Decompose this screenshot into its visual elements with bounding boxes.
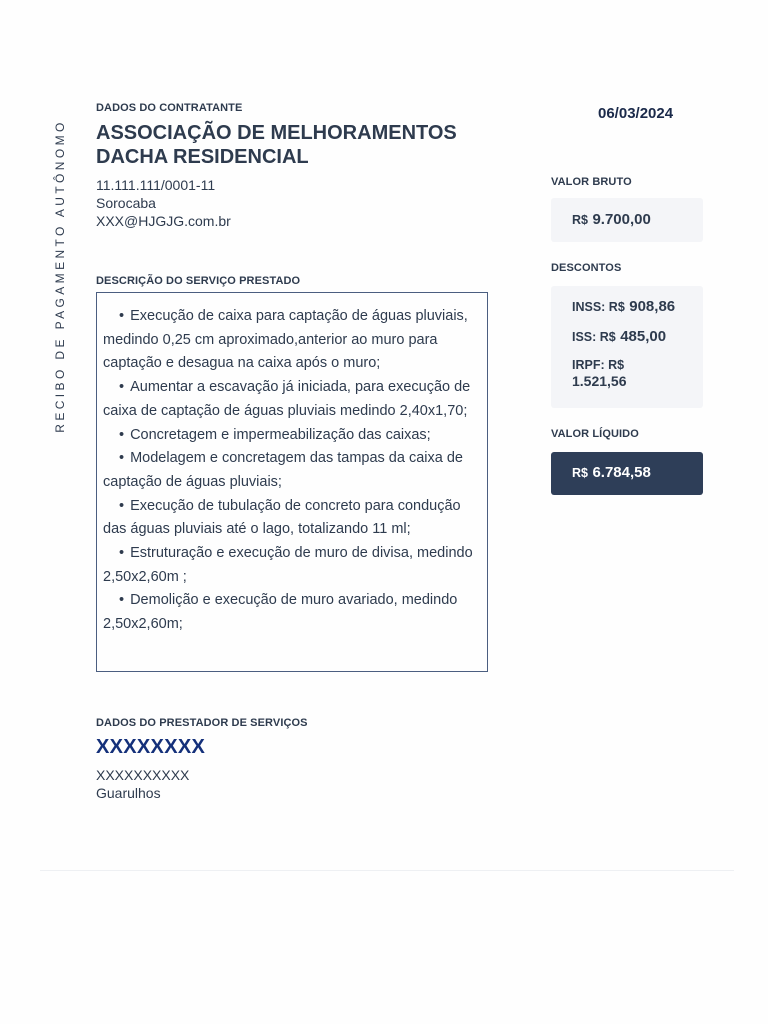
service-item: [103, 305, 481, 376]
iss-amount: 485,00: [620, 328, 667, 345]
iss-label: ISS: R$: [572, 330, 616, 344]
service-item-text: Aumentar a escavação já iniciada, para execução de caixa de captação de águas pluviais medindo 2,40x1,70;: [103, 379, 471, 419]
service-item: [103, 424, 481, 448]
service-item: [103, 376, 481, 423]
service-item-text: Modelagem e concretagem das tampas da caixa de captação de águas pluviais;: [103, 450, 463, 490]
provider-section-title: DADOS DO PRESTADOR DE SERVIÇOS: [96, 717, 308, 729]
bullet-icon: •: [119, 379, 125, 396]
discounts-title: DESCONTOS: [551, 262, 622, 274]
receipt-date: 06/03/2024: [598, 105, 674, 122]
service-item-text: Concretagem e impermeabilização das caixas;: [130, 426, 431, 443]
contractor-name-line1: ASSOCIAÇÃO DE MELHORAMENTOS: [96, 122, 457, 144]
net-value-card: [551, 452, 703, 495]
gross-value-title: VALOR BRUTO: [551, 176, 632, 188]
footer-divider: [40, 870, 734, 871]
bullet-icon: •: [119, 450, 125, 467]
service-item-text: Estruturação e execução de muro de divisa, medindo 2,50x2,60m ;: [103, 545, 473, 585]
irpf-row: [572, 358, 703, 389]
service-item: [103, 589, 481, 636]
service-item-text: Demolição e execução de muro avariado, medindo 2,50x2,60m;: [103, 592, 458, 633]
provider-name: XXXXXXXX: [96, 736, 206, 758]
service-item-text: Execução de caixa para captação de águas pluviais, medindo 0,25 cm aproximado,anterior ao muro para captação e desagua na caixa após o muro;: [103, 308, 468, 372]
inss-amount: 908,86: [629, 298, 676, 315]
irpf-amount: 1.521,56: [572, 373, 627, 389]
bullet-icon: •: [119, 545, 125, 562]
contractor-section-title: DADOS DO CONTRATANTE: [96, 102, 243, 114]
bullet-icon: •: [119, 592, 125, 609]
contractor-name: [96, 121, 516, 169]
net-amount: 6.784,58: [592, 464, 651, 481]
currency-label: R$: [572, 213, 588, 227]
provider-city: Guarulhos: [96, 785, 161, 801]
inss-row: [572, 298, 703, 316]
contractor-cnpj: 11.111.111/0001-11: [96, 177, 216, 193]
currency-label: R$: [572, 466, 588, 480]
service-item: [103, 542, 481, 589]
contractor-email: XXX@HJGJG.com.br: [96, 213, 231, 229]
service-item: [103, 495, 481, 542]
service-item-text: Execução de tubulação de concreto para condução das águas pluviais até o lago, totalizando 11 ml;: [103, 497, 461, 538]
irpf-label: IRPF: R$: [572, 358, 625, 372]
inss-label: INSS: R$: [572, 300, 625, 314]
bullet-icon: •: [119, 426, 125, 443]
contractor-city: Sorocaba: [96, 195, 156, 211]
iss-row: [572, 328, 703, 346]
bullet-icon: •: [119, 497, 125, 514]
gross-amount: 9.700,00: [592, 211, 651, 228]
contractor-name-line2: DACHA RESIDENCIAL: [96, 146, 309, 168]
discounts-card: [551, 286, 703, 408]
bullet-icon: •: [119, 308, 125, 324]
service-description-box: [96, 292, 488, 672]
net-value-title: VALOR LÍQUIDO: [551, 428, 639, 440]
receipt-side-label: RECIBO DE PAGAMENTO AUTÔNOMO: [53, 119, 67, 433]
gross-value-card: [551, 198, 703, 242]
provider-document: XXXXXXXXXX: [96, 767, 190, 783]
service-section-title: DESCRIÇÃO DO SERVIÇO PRESTADO: [96, 275, 301, 287]
service-item: [103, 447, 481, 494]
